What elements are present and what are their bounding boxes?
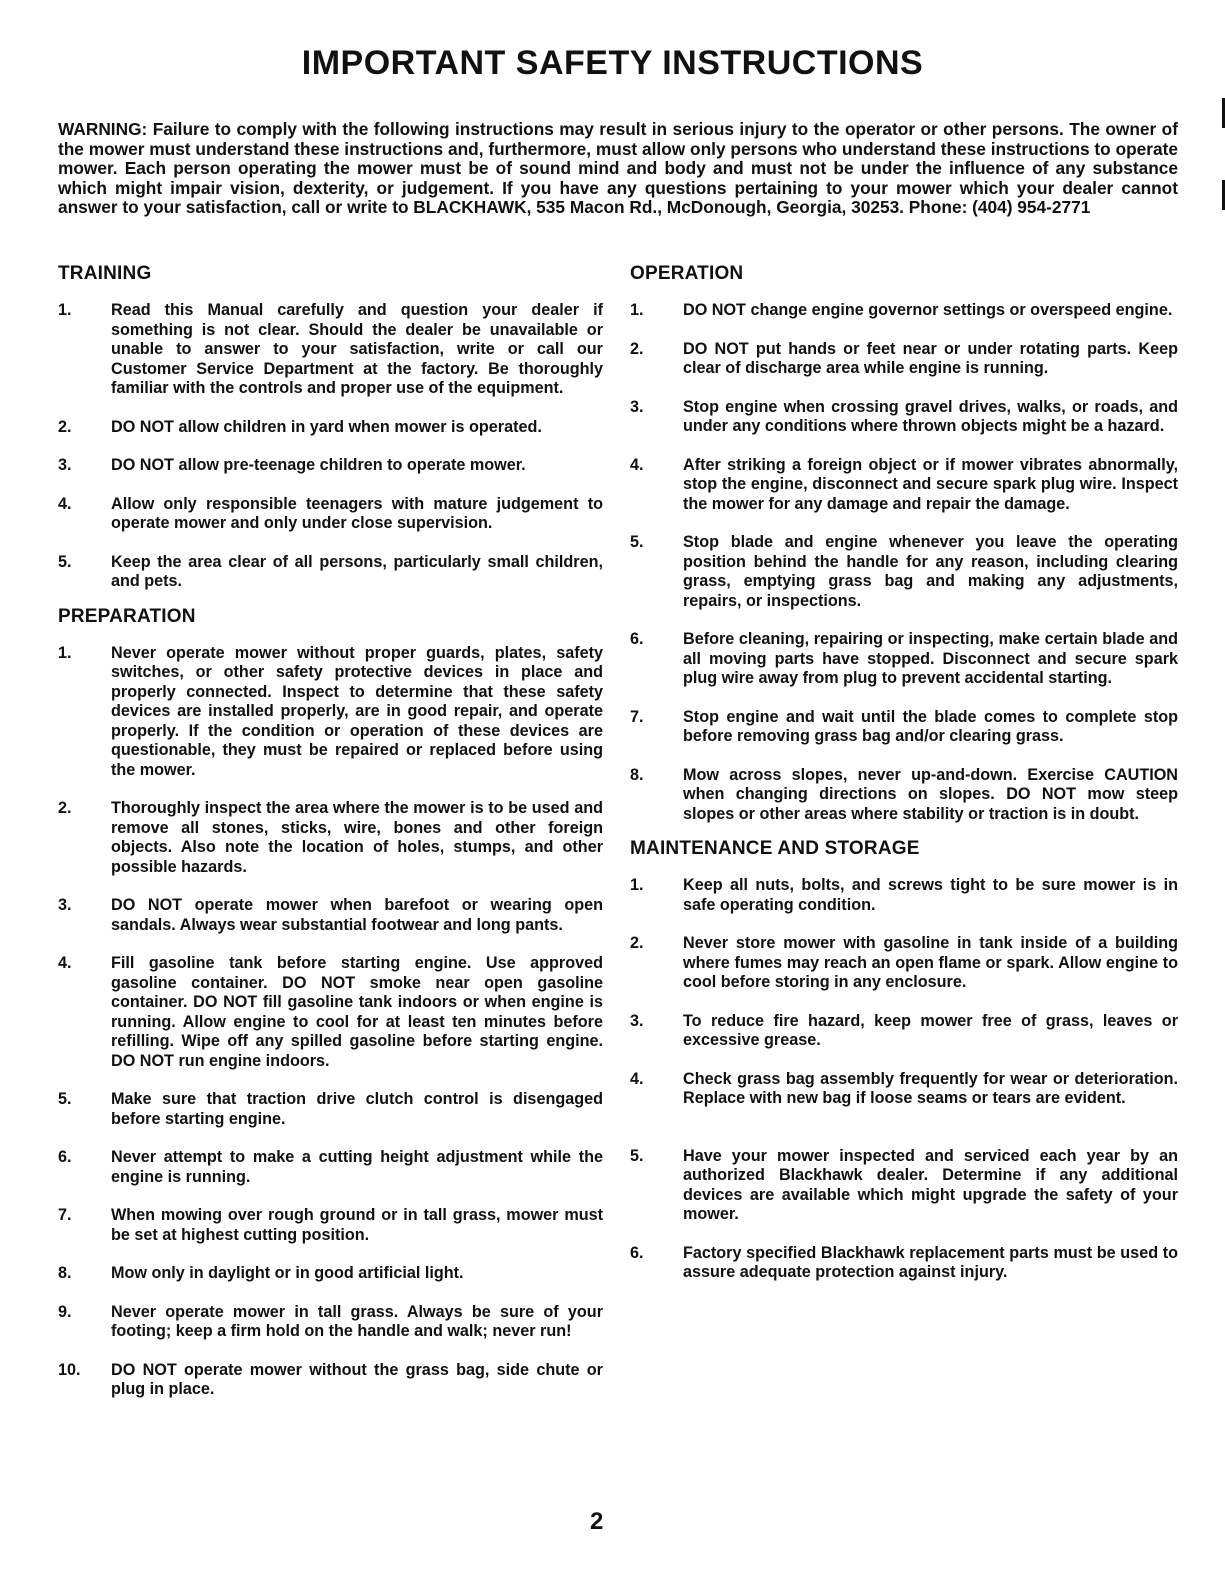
item-text: DO NOT operate mower without the grass bag, side chute or plug in place. xyxy=(111,1360,603,1398)
item-number: 3. xyxy=(630,397,644,416)
item-number: 4. xyxy=(630,455,644,474)
item-text: Check grass bag assembly frequently for wear or deterioration. Replace with new bag if loose seams or tears are evident. xyxy=(683,1069,1178,1107)
list-item xyxy=(630,934,1178,993)
item-number: 5. xyxy=(630,1146,644,1165)
item-number: 9. xyxy=(58,1302,72,1321)
list-item xyxy=(58,1148,603,1187)
item-number: 4. xyxy=(630,1069,644,1088)
list-item xyxy=(58,1264,603,1284)
list-item xyxy=(630,340,1178,379)
list-item xyxy=(58,954,603,1071)
item-text: Stop engine and wait until the blade comes to complete stop before removing grass bag and/or clearing grass. xyxy=(683,707,1178,745)
training-list xyxy=(58,301,603,592)
item-number: 4. xyxy=(58,494,72,513)
item-number: 5. xyxy=(58,1090,72,1108)
item-number: 6. xyxy=(630,630,644,648)
item-text: Stop blade and engine whenever you leave the operating position behind the handle for any reason, including clearing grass, emptying grass bag and making any adjustments, repairs, or inspections. xyxy=(683,533,1178,610)
item-text: When mowing over rough ground or in tall grass, mower must be set at highest cutting position. xyxy=(111,1206,603,1244)
right-column xyxy=(630,263,1178,1283)
item-number: 6. xyxy=(58,1148,72,1166)
item-text: Factory specified Blackhawk replacement parts must be used to assure adequate protection against injury. xyxy=(683,1243,1178,1281)
list-item xyxy=(58,896,603,935)
item-text: DO NOT allow pre-teenage children to operate mower. xyxy=(111,456,526,474)
item-number: 2. xyxy=(58,799,72,817)
item-text: Fill gasoline tank before starting engine. Use approved gasoline container. DO NOT smoke near open gasoline container. DO NOT fill gasoline tank indoors or when engine is running. Allow engine to cool for at least ten minutes before refilling. Wipe off any spilled gasoline before starting engine. DO NOT run engine indoors. xyxy=(111,954,603,1070)
list-item xyxy=(58,418,603,438)
item-text: DO NOT change engine governor settings or overspeed engine. xyxy=(683,301,1173,319)
page-title: IMPORTANT SAFETY INSTRUCTIONS xyxy=(301,44,924,82)
item-number: 4. xyxy=(58,954,72,972)
item-text: Mow across slopes, never up-and-down. Exercise CAUTION when changing directions on slopes. DO NOT mow steep slopes or other areas where stability or traction is in doubt. xyxy=(683,765,1178,823)
preparation-list xyxy=(58,644,603,1400)
item-text: Never operate mower in tall grass. Always be sure of your footing; keep a firm hold on the handle and walk; never run! xyxy=(111,1302,603,1340)
list-item xyxy=(58,644,603,781)
item-number: 2. xyxy=(630,339,644,358)
list-item xyxy=(630,630,1178,689)
list-item xyxy=(58,301,603,399)
item-number: 8. xyxy=(630,765,644,784)
item-text: Keep the area clear of all persons, particularly small children, and pets. xyxy=(111,552,603,590)
item-text: Keep all nuts, bolts, and screws tight to be sure mower is in safe operating condition. xyxy=(683,876,1178,914)
section-heading-training: TRAINING xyxy=(58,263,152,284)
item-text: Allow only responsible teenagers with mature judgement to operate mower and only under close supervision. xyxy=(111,494,603,532)
item-number: 2. xyxy=(630,934,644,952)
left-column xyxy=(58,263,603,1400)
section-heading-preparation: PREPARATION xyxy=(58,605,196,627)
item-text: Never operate mower without proper guards, plates, safety switches, or other safety protective devices in place and properly connected. Inspect to determine that these safety devices are installed properly, are in good repair, and operate properly. If the condition or operation of these devices are questionable, they must be repaired or replaced before using the mower. xyxy=(111,643,603,779)
item-number: 1. xyxy=(630,876,644,894)
list-item xyxy=(58,456,603,476)
item-number: 6. xyxy=(630,1243,644,1262)
list-item xyxy=(58,1090,603,1129)
item-number: 3. xyxy=(58,456,72,474)
list-item xyxy=(58,553,603,592)
page-number: 2 xyxy=(590,1508,604,1535)
item-text: DO NOT allow children in yard when mower is operated. xyxy=(111,417,542,436)
list-item xyxy=(58,495,603,534)
list-item xyxy=(58,1303,603,1342)
item-number: 1. xyxy=(58,643,72,662)
section-heading-operation: OPERATION xyxy=(630,263,744,284)
list-item xyxy=(630,1147,1178,1225)
list-item xyxy=(630,456,1178,515)
list-item xyxy=(630,1012,1178,1051)
list-item xyxy=(630,1070,1178,1109)
item-text: Thoroughly inspect the area where the mower is to be used and remove all stones, sticks, wire, bones and other foreign objects. Also note the location of holes, stumps, and other possible hazards. xyxy=(111,799,603,876)
list-item xyxy=(58,1206,603,1245)
list-item xyxy=(630,398,1178,437)
list-item xyxy=(630,876,1178,915)
list-item xyxy=(630,301,1178,321)
list-item xyxy=(630,1244,1178,1283)
item-text: Read this Manual carefully and question your dealer if something is not clear. Should the dealer be unavailable or unable to answer to your satisfaction, write or call our Customer Service Department at the factory. Be thoroughly familiar with the controls and proper use of the equipment. xyxy=(111,301,603,397)
item-number: 7. xyxy=(630,707,644,726)
item-number: 1. xyxy=(630,301,644,319)
maintenance-list xyxy=(630,876,1178,1283)
item-text: Have your mower inspected and serviced each year by an authorized Blackhawk dealer. Determine if any additional devices are available which might upgrade the safety of your mower. xyxy=(683,1146,1178,1223)
operation-list xyxy=(630,301,1178,824)
item-text: DO NOT operate mower when barefoot or wearing open sandals. Always wear substantial footwear and long pants. xyxy=(111,896,603,934)
item-number: 10. xyxy=(58,1360,81,1379)
item-text: To reduce fire hazard, keep mower free of grass, leaves or excessive grease. xyxy=(683,1011,1178,1049)
item-number: 1. xyxy=(58,301,72,319)
item-text: Never attempt to make a cutting height adjustment while the engine is running. xyxy=(111,1148,603,1186)
section-heading-maintenance: MAINTENANCE AND STORAGE xyxy=(630,838,920,859)
item-text: After striking a foreign object or if mower vibrates abnormally, stop the engine, disconnect and secure spark plug wire. Inspect the mower for any damage and repair the damage. xyxy=(683,455,1178,513)
item-number: 3. xyxy=(630,1011,644,1030)
item-text: Before cleaning, repairing or inspecting, make certain blade and all moving parts have stopped. Disconnect and secure spark plug wire away from plug to prevent accidental starting. xyxy=(683,630,1178,687)
list-item xyxy=(630,708,1178,747)
item-number: 2. xyxy=(58,417,72,436)
item-number: 7. xyxy=(58,1206,72,1224)
item-text: Mow only in daylight or in good artificial light. xyxy=(111,1264,464,1282)
item-text: Never store mower with gasoline in tank inside of a building where fumes may reach an open flame or spark. Allow engine to cool before storing in any enclosure. xyxy=(683,934,1178,991)
list-item xyxy=(58,799,603,877)
item-text: Stop engine when crossing gravel drives, walks, or roads, and under any conditions where thrown objects might be a hazard. xyxy=(683,397,1178,435)
list-item xyxy=(630,766,1178,825)
list-item xyxy=(58,1361,603,1400)
item-number: 3. xyxy=(58,896,72,914)
item-text: DO NOT put hands or feet near or under rotating parts. Keep clear of discharge area while engine is running. xyxy=(683,339,1178,377)
item-number: 8. xyxy=(58,1264,72,1282)
item-number: 5. xyxy=(630,533,644,551)
item-text: Make sure that traction drive clutch control is disengaged before starting engine. xyxy=(111,1090,603,1128)
list-item xyxy=(630,533,1178,611)
warning-paragraph: WARNING: Failure to comply with the following instructions may result in serious injury to the operator or other persons. The owner of the mower must understand these instructions and, furthermore, must allow only persons who understand these instructions to operate mower. Each person operating the mower must be of sound mind and body and must not be under the influence of any substance which might impair vision, dexterity, or judgement. If you have any questions pertaining to your mower which your dealer cannot answer to your satisfaction, call or write to BLACKHAWK, 535 Macon Rd., McDonough, Georgia, 30253. Phone: (404) 954-2771 xyxy=(58,119,1178,217)
item-number: 5. xyxy=(58,552,72,571)
